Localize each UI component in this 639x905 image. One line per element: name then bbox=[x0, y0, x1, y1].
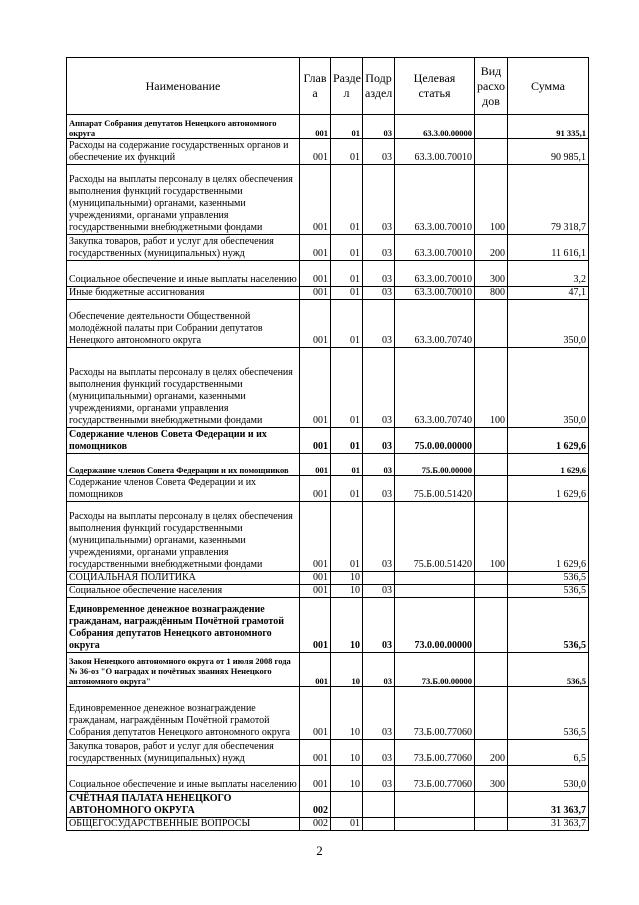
cell-sum: 31 363,7 bbox=[508, 792, 589, 818]
cell-sum: 11 616,1 bbox=[508, 235, 589, 261]
cell-glava: 001 bbox=[300, 261, 331, 287]
cell-podrazdel: 03 bbox=[363, 476, 395, 502]
cell-article: 63.3.00.70010 bbox=[395, 235, 475, 261]
cell-podrazdel: 03 bbox=[363, 165, 395, 235]
cell-vid bbox=[475, 115, 508, 139]
cell-glava: 002 bbox=[300, 818, 331, 831]
cell-vid: 100 bbox=[475, 502, 508, 572]
cell-razdel: 01 bbox=[331, 139, 363, 165]
cell-article: 73.Б.00.77060 bbox=[395, 687, 475, 740]
cell-razdel: 01 bbox=[331, 454, 363, 476]
cell-article: 75.Б.00.51420 bbox=[395, 476, 475, 502]
cell-name: Единовременное денежное вознаграждение гражданам, награждённым Почётной грамотой Собрания депутатов Ненецкого автономного округа bbox=[67, 598, 300, 653]
cell-sum: 47,1 bbox=[508, 287, 589, 300]
cell-razdel: 10 bbox=[331, 740, 363, 766]
cell-article bbox=[395, 792, 475, 818]
cell-podrazdel: 03 bbox=[363, 261, 395, 287]
cell-name: ОБЩЕГОСУДАРСТВЕННЫЕ ВОПРОСЫ bbox=[67, 818, 300, 831]
table-row bbox=[67, 598, 589, 653]
cell-glava: 001 bbox=[300, 235, 331, 261]
cell-glava: 001 bbox=[300, 287, 331, 300]
table-row bbox=[67, 585, 589, 598]
cell-article: 75.0.00.00000 bbox=[395, 428, 475, 454]
cell-vid bbox=[475, 428, 508, 454]
cell-razdel: 10 bbox=[331, 585, 363, 598]
header-vid: Вид расхо дов bbox=[475, 58, 508, 115]
header-sum: Сумма bbox=[508, 58, 589, 115]
table-row bbox=[67, 476, 589, 502]
header-article: Целевая статья bbox=[395, 58, 475, 115]
cell-podrazdel: 03 bbox=[363, 740, 395, 766]
cell-vid: 200 bbox=[475, 235, 508, 261]
cell-name: Содержание членов Совета Федерации и их помощников bbox=[67, 476, 300, 502]
cell-vid: 300 bbox=[475, 766, 508, 792]
cell-article: 63.3.00.70740 bbox=[395, 348, 475, 428]
cell-name: Расходы на выплаты персоналу в целях обеспечения выполнения функций государственными (муниципальными) органами, казенными учреждениями, органами управления государственными внебюджетными фондами bbox=[67, 165, 300, 235]
cell-name: Закупка товаров, работ и услуг для обеспечения государственных (муниципальных) нужд bbox=[67, 740, 300, 766]
table-row bbox=[67, 261, 589, 287]
cell-sum: 536,5 bbox=[508, 598, 589, 653]
table-row bbox=[67, 139, 589, 165]
cell-razdel: 10 bbox=[331, 687, 363, 740]
table-row bbox=[67, 687, 589, 740]
cell-name: СЧЁТНАЯ ПАЛАТА НЕНЕЦКОГО АВТОНОМНОГО ОКРУГА bbox=[67, 792, 300, 818]
cell-glava: 001 bbox=[300, 653, 331, 687]
cell-glava: 001 bbox=[300, 585, 331, 598]
cell-sum: 79 318,7 bbox=[508, 165, 589, 235]
cell-article: 63.3.00.70010 bbox=[395, 261, 475, 287]
cell-vid: 200 bbox=[475, 740, 508, 766]
cell-podrazdel: 03 bbox=[363, 300, 395, 348]
cell-vid bbox=[475, 687, 508, 740]
table-row bbox=[67, 653, 589, 687]
cell-name: Социальное обеспечение и иные выплаты населению bbox=[67, 261, 300, 287]
cell-razdel: 01 bbox=[331, 476, 363, 502]
cell-vid bbox=[475, 792, 508, 818]
cell-sum: 3,2 bbox=[508, 261, 589, 287]
cell-name: Расходы на содержание государственных органов и обеспечение их функций bbox=[67, 139, 300, 165]
cell-vid bbox=[475, 300, 508, 348]
cell-sum: 91 335,1 bbox=[508, 115, 589, 139]
cell-sum: 536,5 bbox=[508, 687, 589, 740]
cell-sum: 536,5 bbox=[508, 585, 589, 598]
page-number: 2 bbox=[316, 843, 323, 858]
cell-vid bbox=[475, 572, 508, 585]
cell-podrazdel: 03 bbox=[363, 766, 395, 792]
cell-article bbox=[395, 585, 475, 598]
header-podrazdel: Подр аздел bbox=[363, 58, 395, 115]
cell-article: 63.3.00.70010 bbox=[395, 165, 475, 235]
table-row bbox=[67, 572, 589, 585]
cell-sum: 350,0 bbox=[508, 348, 589, 428]
cell-vid bbox=[475, 598, 508, 653]
cell-name: Расходы на выплаты персоналу в целях обеспечения выполнения функций государственными (муниципальными) органами, казенными учреждениями, органами управления государственными внебюджетными фондами bbox=[67, 502, 300, 572]
cell-glava: 001 bbox=[300, 502, 331, 572]
cell-name: Единовременное денежное вознаграждение гражданам, награждённым Почётной грамотой Собрания депутатов Ненецкого автономного округа bbox=[67, 687, 300, 740]
cell-sum: 1 629,6 bbox=[508, 476, 589, 502]
cell-sum: 530,0 bbox=[508, 766, 589, 792]
cell-podrazdel bbox=[363, 792, 395, 818]
cell-article: 73.Б.00.77060 bbox=[395, 740, 475, 766]
header-glava: Глав а bbox=[300, 58, 331, 115]
table-row bbox=[67, 428, 589, 454]
cell-vid: 300 bbox=[475, 261, 508, 287]
cell-razdel: 01 bbox=[331, 115, 363, 139]
cell-razdel: 01 bbox=[331, 502, 363, 572]
cell-razdel: 01 bbox=[331, 348, 363, 428]
table-row bbox=[67, 348, 589, 428]
cell-podrazdel: 03 bbox=[363, 454, 395, 476]
cell-glava: 001 bbox=[300, 740, 331, 766]
cell-vid: 800 bbox=[475, 287, 508, 300]
header-row bbox=[67, 58, 589, 115]
cell-sum: 350,0 bbox=[508, 300, 589, 348]
cell-vid bbox=[475, 454, 508, 476]
cell-podrazdel: 03 bbox=[363, 428, 395, 454]
cell-podrazdel bbox=[363, 818, 395, 831]
cell-vid bbox=[475, 653, 508, 687]
cell-podrazdel: 03 bbox=[363, 502, 395, 572]
cell-razdel: 01 bbox=[331, 300, 363, 348]
cell-glava: 001 bbox=[300, 687, 331, 740]
cell-name: Расходы на выплаты персоналу в целях обеспечения выполнения функций государственными (муниципальными) органами, казенными учреждениями, органами управления государственными внебюджетными фондами bbox=[67, 348, 300, 428]
cell-article: 75.Б.00.00000 bbox=[395, 454, 475, 476]
cell-razdel: 01 bbox=[331, 235, 363, 261]
cell-article: 75.Б.00.51420 bbox=[395, 502, 475, 572]
cell-sum: 31 363,7 bbox=[508, 818, 589, 831]
cell-sum: 536,5 bbox=[508, 653, 589, 687]
cell-article: 63.3.00.00000 bbox=[395, 115, 475, 139]
cell-vid bbox=[475, 139, 508, 165]
cell-sum: 6,5 bbox=[508, 740, 589, 766]
cell-glava: 001 bbox=[300, 598, 331, 653]
cell-glava: 001 bbox=[300, 454, 331, 476]
cell-vid: 100 bbox=[475, 348, 508, 428]
table-row bbox=[67, 165, 589, 235]
budget-table bbox=[66, 57, 589, 831]
cell-glava: 002 bbox=[300, 792, 331, 818]
cell-article: 63.3.00.70010 bbox=[395, 139, 475, 165]
table-row bbox=[67, 818, 589, 831]
cell-podrazdel: 03 bbox=[363, 585, 395, 598]
cell-podrazdel: 03 bbox=[363, 687, 395, 740]
table-row bbox=[67, 115, 589, 139]
cell-sum: 1 629,6 bbox=[508, 502, 589, 572]
cell-glava: 001 bbox=[300, 115, 331, 139]
cell-glava: 001 bbox=[300, 766, 331, 792]
cell-vid bbox=[475, 818, 508, 831]
cell-name: СОЦИАЛЬНАЯ ПОЛИТИКА bbox=[67, 572, 300, 585]
cell-podrazdel bbox=[363, 572, 395, 585]
cell-glava: 001 bbox=[300, 139, 331, 165]
cell-name: Содержание членов Совета Федерации и их помощников bbox=[67, 428, 300, 454]
cell-razdel: 01 bbox=[331, 165, 363, 235]
cell-article: 73.Б.00.00000 bbox=[395, 653, 475, 687]
cell-article: 73.0.00.00000 bbox=[395, 598, 475, 653]
table-row bbox=[67, 502, 589, 572]
cell-razdel: 10 bbox=[331, 653, 363, 687]
header-name: Наименование bbox=[67, 58, 300, 115]
cell-podrazdel: 03 bbox=[363, 139, 395, 165]
cell-glava: 001 bbox=[300, 165, 331, 235]
table-row bbox=[67, 740, 589, 766]
cell-name: Иные бюджетные ассигнования bbox=[67, 287, 300, 300]
header-razdel: Разде л bbox=[331, 58, 363, 115]
cell-article bbox=[395, 572, 475, 585]
cell-glava: 001 bbox=[300, 572, 331, 585]
table-row bbox=[67, 287, 589, 300]
cell-article: 63.3.00.70740 bbox=[395, 300, 475, 348]
cell-vid bbox=[475, 476, 508, 502]
cell-sum: 1 629,6 bbox=[508, 428, 589, 454]
cell-glava: 001 bbox=[300, 300, 331, 348]
table-row bbox=[67, 766, 589, 792]
table-row bbox=[67, 792, 589, 818]
cell-sum: 536,5 bbox=[508, 572, 589, 585]
cell-podrazdel: 03 bbox=[363, 348, 395, 428]
cell-name: Содержание членов Совета Федерации и их помощников bbox=[67, 454, 300, 476]
cell-name: Социальное обеспечение и иные выплаты населению bbox=[67, 766, 300, 792]
cell-article bbox=[395, 818, 475, 831]
cell-podrazdel: 03 bbox=[363, 115, 395, 139]
cell-razdel: 01 bbox=[331, 261, 363, 287]
cell-glava: 001 bbox=[300, 428, 331, 454]
cell-vid: 100 bbox=[475, 165, 508, 235]
cell-sum: 1 629,6 bbox=[508, 454, 589, 476]
cell-podrazdel: 03 bbox=[363, 653, 395, 687]
cell-podrazdel: 03 bbox=[363, 287, 395, 300]
cell-article: 73.Б.00.77060 bbox=[395, 766, 475, 792]
cell-podrazdel: 03 bbox=[363, 235, 395, 261]
table-row bbox=[67, 300, 589, 348]
cell-article: 63.3.00.70010 bbox=[395, 287, 475, 300]
cell-razdel: 10 bbox=[331, 572, 363, 585]
cell-razdel: 01 bbox=[331, 428, 363, 454]
cell-name: Аппарат Собрания депутатов Ненецкого автономного округа bbox=[67, 115, 300, 139]
cell-razdel: 10 bbox=[331, 766, 363, 792]
cell-razdel: 01 bbox=[331, 818, 363, 831]
table-row bbox=[67, 454, 589, 476]
cell-razdel bbox=[331, 792, 363, 818]
cell-glava: 001 bbox=[300, 348, 331, 428]
cell-vid bbox=[475, 585, 508, 598]
cell-glava: 001 bbox=[300, 476, 331, 502]
cell-name: Закон Ненецкого автономного округа от 1 июля 2008 года № 36-оз "О наградах и почётных званиях Ненецкого автономного округа" bbox=[67, 653, 300, 687]
cell-razdel: 10 bbox=[331, 598, 363, 653]
cell-razdel: 01 bbox=[331, 287, 363, 300]
cell-podrazdel: 03 bbox=[363, 598, 395, 653]
cell-name: Социальное обеспечение населения bbox=[67, 585, 300, 598]
cell-name: Закупка товаров, работ и услуг для обеспечения государственных (муниципальных) нужд bbox=[67, 235, 300, 261]
cell-name: Обеспечение деятельности Общественной молодёжной палаты при Собрании депутатов Ненецкого автономного округа bbox=[67, 300, 300, 348]
table-row bbox=[67, 235, 589, 261]
cell-sum: 90 985,1 bbox=[508, 139, 589, 165]
